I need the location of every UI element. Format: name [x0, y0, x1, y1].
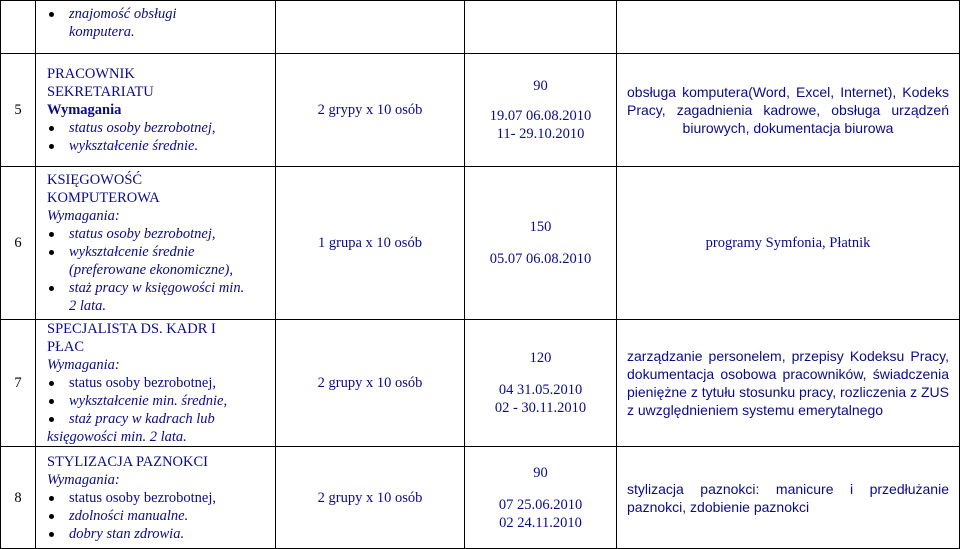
description-cell: zarządzanie personelem, przepisy Kodeksu Pracy, dokumentacja osobowa pracowników, świadczenia pieniężne z tytułu stosunku pracy, rozliczenia z ZUS z uwzględnieniem systemu emerytalnego: [617, 320, 960, 447]
list-item-continuation: komputera.: [69, 24, 135, 40]
list-item: status osoby bezrobotnej,: [47, 119, 275, 137]
course-cell: [36, 447, 276, 549]
list-item: status osoby bezrobotnej,: [47, 225, 275, 243]
date-range: 05.07 06.08.2010: [489, 251, 592, 267]
date-range: 07 25.06.2010: [498, 496, 583, 513]
requirements-label: Wymagania:: [47, 208, 120, 224]
list-item-continuation: księgowości min. 2 lata.: [47, 429, 187, 445]
requirements-list: [47, 5, 275, 41]
requirements-label: Wymagania:: [47, 471, 120, 488]
course-title-line: KSIĘGOWOŚĆ: [47, 172, 143, 188]
requirements-label: Wymagania:: [47, 357, 120, 373]
list-item: znajomość obsługi: [47, 5, 275, 23]
description-cell: stylizacja paznokci: manicure i przedłużanie paznokci, zdobienie paznokci: [617, 447, 960, 549]
requirements-list: [47, 374, 275, 428]
list-item: status osoby bezrobotnej,: [47, 489, 275, 507]
list-item: wykształcenie min. średnie,: [47, 392, 275, 410]
group-cell: 2 grupy x 10 osób: [276, 447, 465, 549]
course-title-line: STYLIZACJA PAZNOKCI: [47, 453, 208, 470]
course-title-line: KOMPUTEROWA: [47, 190, 160, 206]
course-cell: [36, 54, 276, 167]
hours-cell: [465, 1, 617, 54]
date-range: 02 24.11.2010: [499, 514, 582, 531]
course-cell: [36, 167, 276, 320]
requirements-label: Wymagania: [47, 102, 122, 118]
list-item-continuation: 2 lata.: [69, 298, 107, 314]
hours-cell: [465, 54, 617, 167]
list-item: wykształcenie średnie.: [47, 137, 275, 155]
requirements-list: [47, 489, 275, 543]
table-row: [1, 320, 960, 447]
course-cell: [36, 320, 276, 447]
list-item: wykształcenie średnie: [47, 243, 275, 261]
course-cell: [36, 1, 276, 54]
hours-cell: [465, 320, 617, 447]
hours-cell: [465, 447, 617, 549]
list-item: dobry stan zdrowia.: [47, 525, 275, 543]
requirements-list: [47, 279, 275, 297]
hours-value: 90: [533, 464, 548, 481]
list-item: staż pracy w kadrach lub: [47, 410, 275, 428]
date-range: 02 - 30.11.2010: [494, 400, 587, 416]
requirements-list: [47, 119, 275, 155]
description-cell: [617, 1, 960, 54]
course-title-line: SEKRETARIATU: [47, 84, 154, 100]
group-cell: 2 grupy x 10 osób: [276, 320, 465, 447]
course-title-line: PŁAC: [47, 339, 85, 355]
table-row: [1, 1, 960, 54]
hours-cell: [465, 167, 617, 320]
hours-value: 150: [529, 219, 552, 235]
hours-value: 120: [529, 350, 552, 366]
list-item: zdolności manualne.: [47, 507, 275, 525]
table-row: [1, 54, 960, 167]
group-cell: 1 grupa x 10 osób: [276, 167, 465, 320]
row-number: [1, 1, 36, 54]
description-cell: obsługa komputera(Word, Excel, Internet), Kodeks Pracy, zagadnienia kadrowe, obsługa urządzeń biurowych, dokumentacja biurowa: [617, 54, 960, 167]
list-item: staż pracy w księgowości min.: [47, 279, 275, 297]
date-range: 19.07 06.08.2010: [489, 108, 592, 124]
row-number: 7: [1, 320, 36, 447]
row-number: 5: [1, 54, 36, 167]
table-row: [1, 447, 960, 549]
date-range: 04 31.05.2010: [498, 382, 583, 398]
table-row: [1, 167, 960, 320]
requirements-list: [47, 225, 275, 261]
course-title-line: PRACOWNIK: [47, 66, 135, 82]
list-item: status osoby bezrobotnej,: [47, 374, 275, 392]
description-cell: programy Symfonia, Płatnik: [617, 167, 960, 320]
group-cell: 2 grypy x 10 osób: [276, 54, 465, 167]
row-number: 6: [1, 167, 36, 320]
list-item-continuation: (preferowane ekonomiczne),: [69, 262, 234, 278]
hours-value: 90: [533, 78, 548, 94]
group-cell: [276, 1, 465, 54]
row-number: 8: [1, 447, 36, 549]
course-title-line: SPECJALISTA DS. KADR I: [47, 321, 216, 337]
date-range: 11- 29.10.2010: [496, 126, 585, 142]
